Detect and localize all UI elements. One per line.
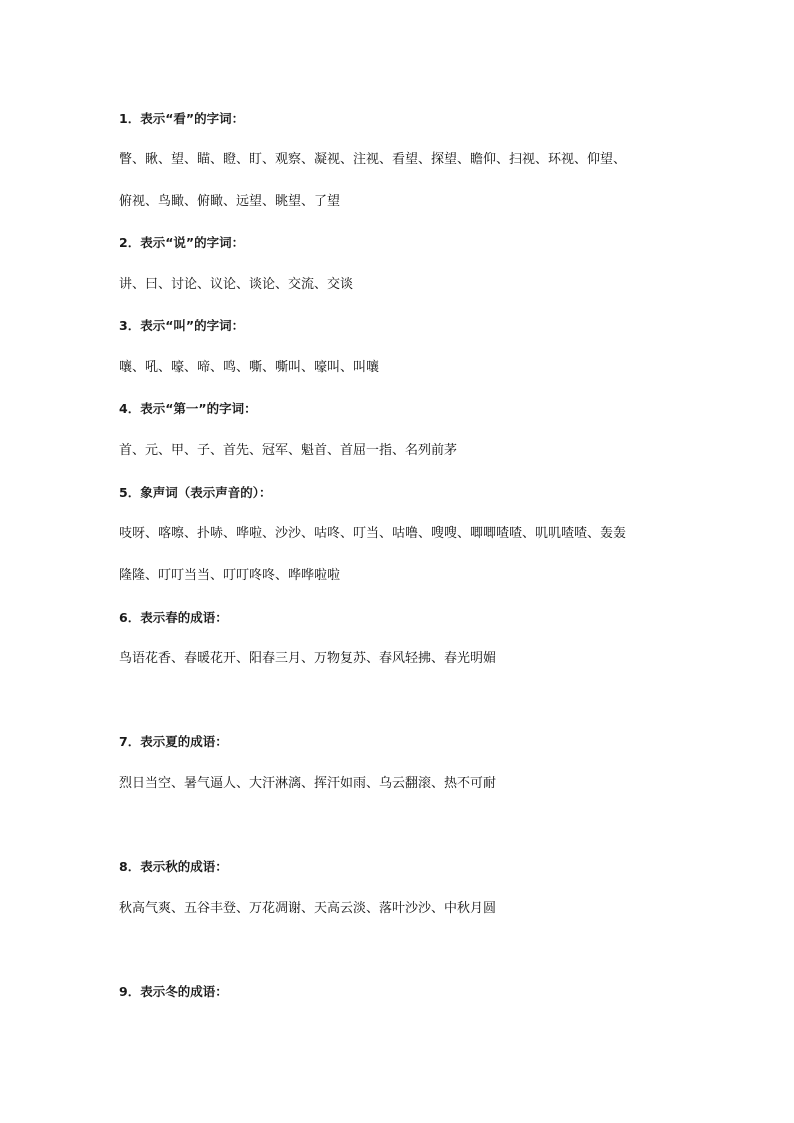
section-5-heading: 5．象声词（表示声音的）： (119, 485, 272, 500)
section-6-line-1: 鸟语花香、春暖花开、阳春三月、万物复苏、春风轻拂、春光明媚 (119, 651, 497, 666)
section-1-line-1: 瞥、瞅、望、瞄、瞪、盯、观察、凝视、注视、看望、探望、瞻仰、扫视、环视、仰望、 (119, 152, 627, 167)
section-3-heading: 3．表示“叫”的字词： (119, 318, 245, 333)
section-4-heading: 4．表示“第一”的字词： (119, 401, 257, 416)
section-9-heading: 9．表示冬的成语： (119, 984, 228, 999)
section-8-heading: 8．表示秋的成语： (119, 859, 228, 874)
section-1-line-2: 俯视、鸟瞰、俯瞰、远望、眺望、了望 (119, 194, 341, 209)
section-6-heading: 6．表示春的成语： (119, 610, 228, 625)
section-7-heading: 7．表示夏的成语： (119, 734, 228, 749)
section-3-line-1: 嚷、吼、嚎、啼、鸣、嘶、嘶叫、嚎叫、叫嚷 (119, 360, 380, 375)
section-5-line-2: 隆隆、叮叮当当、叮叮咚咚、哗哗啦啦 (119, 568, 341, 583)
section-7-line-1: 烈日当空、暑气逼人、大汗淋漓、挥汗如雨、乌云翻滚、热不可耐 (119, 776, 497, 791)
section-1-heading: 1．表示“看”的字词： (119, 111, 245, 126)
section-5-line-1: 吱呀、喀嚓、扑哧、哗啦、沙沙、咕咚、叮当、咕噜、嗖嗖、唧唧喳喳、叽叽喳喳、轰轰 (119, 526, 627, 541)
section-2-line-1: 讲、曰、讨论、议论、谈论、交流、交谈 (119, 277, 354, 292)
section-4-line-1: 首、元、甲、子、首先、冠军、魁首、首屈一指、名列前茅 (119, 443, 458, 458)
section-8-line-1: 秋高气爽、五谷丰登、万花凋谢、天高云淡、落叶沙沙、中秋月圆 (119, 901, 497, 916)
section-2-heading: 2．表示“说”的字词： (119, 235, 245, 250)
